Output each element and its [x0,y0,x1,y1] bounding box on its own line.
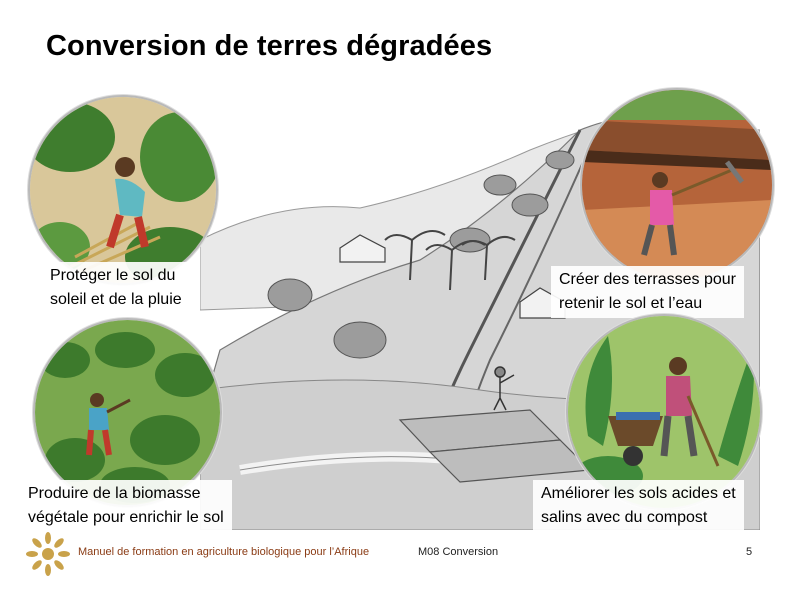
illustration-biomass-circle [33,318,222,507]
caption-create-terraces-line1: Créer des terrasses pour [559,271,736,288]
footer-page-number: 5 [746,546,753,558]
caption-protect-soil-line2: soleil et de la pluie [50,291,182,308]
caption-improve-soils [533,480,744,532]
caption-improve-soils-line2: salins avec du compost [541,509,708,526]
page-title: Conversion de terres dégradées [46,30,493,62]
illustration-terraces-circle [580,88,774,282]
caption-protect-soil [42,262,190,314]
footer-module: M08 Conversion [418,546,499,558]
caption-improve-soils-line1: Améliorer les sols acides et [541,485,736,502]
caption-protect-soil-line1: Protéger le sol du [50,267,176,284]
caption-create-terraces [551,266,744,318]
caption-produce-biomass-line1: Produire de la biomasse [28,485,201,502]
caption-produce-biomass [20,480,232,532]
footer-manual-title: Manuel de formation en agriculture biologique pour l’Afrique [78,546,370,558]
sun-logo-icon [26,532,70,576]
illustration-mulching-circle [28,95,218,285]
caption-create-terraces-line2: retenir le sol et l’eau [559,295,703,312]
caption-produce-biomass-line2: végétale pour enrichir le sol [28,509,224,526]
